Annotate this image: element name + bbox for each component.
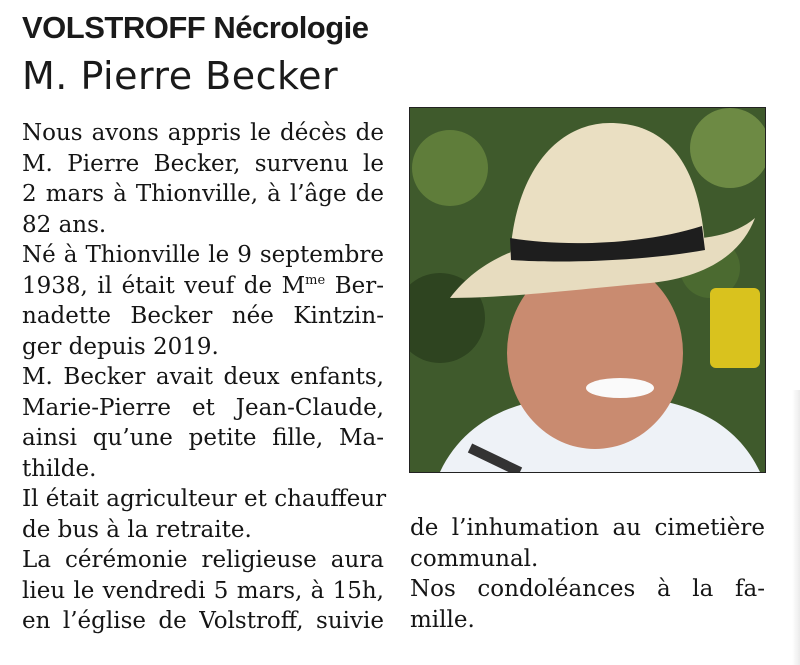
paragraph-death-notice [22, 118, 384, 240]
text-line: Nos condoléances à la fa- [410, 576, 765, 602]
text-line: Nous avons appris le décès de [22, 120, 384, 146]
article-column-left [22, 118, 387, 637]
text-line: 82 ans. [22, 211, 107, 238]
paragraph-occupation [22, 484, 387, 545]
text-line: La cérémonie religieuse aura [22, 547, 384, 573]
text-line: ainsi qu’une petite fille, Ma- [22, 425, 384, 451]
text-fragment: 1938, il était veuf de M [22, 272, 306, 299]
foliage-patch [412, 130, 488, 206]
text-line: de bus à la retraite. [22, 516, 252, 543]
paragraph-condolences [410, 574, 765, 635]
text-line: mille. [410, 606, 475, 633]
portrait-photo [409, 107, 766, 473]
paragraph-ceremony-continued [410, 513, 765, 574]
text-line [22, 271, 384, 302]
paragraph-family [22, 362, 384, 484]
text-line: Marie-Pierre et Jean-Claude, [22, 394, 384, 421]
superscript-abbrev: me [305, 272, 326, 288]
section-kicker: VOLSTROFF Nécrologie [22, 10, 369, 45]
text-line: Né à Thionville le 9 septembre [22, 242, 384, 268]
smile-shape [586, 378, 654, 398]
paragraph-biography [22, 240, 384, 362]
paragraph-ceremony [22, 545, 384, 637]
text-line: lieu le vendredi 5 mars, à 15h, [22, 577, 384, 604]
text-line: en l’église de Volstroff, suivie [22, 608, 384, 634]
text-line: de l’inhumation au cimetière [410, 515, 765, 541]
page-edge-shadow [792, 390, 800, 665]
portrait-illustration [410, 108, 765, 472]
text-line: 2 mars à Thionville, à l’âge de [22, 181, 384, 207]
yellow-feeder [710, 288, 760, 368]
text-line: ger depuis 2019. [22, 333, 219, 360]
text-line: Il était agriculteur et chauffeur [22, 486, 387, 512]
text-line: thilde. [22, 455, 97, 482]
text-fragment: Ber- [325, 272, 385, 299]
obituary-headline: M. Pierre Becker [22, 54, 339, 98]
text-line: nadette Becker née Kintzin- [22, 303, 384, 329]
text-line: communal. [410, 545, 539, 572]
article-column-right [410, 513, 765, 635]
text-line: M. Becker avait deux enfants, [22, 364, 384, 390]
text-line: M. Pierre Becker, survenu le [22, 150, 384, 177]
